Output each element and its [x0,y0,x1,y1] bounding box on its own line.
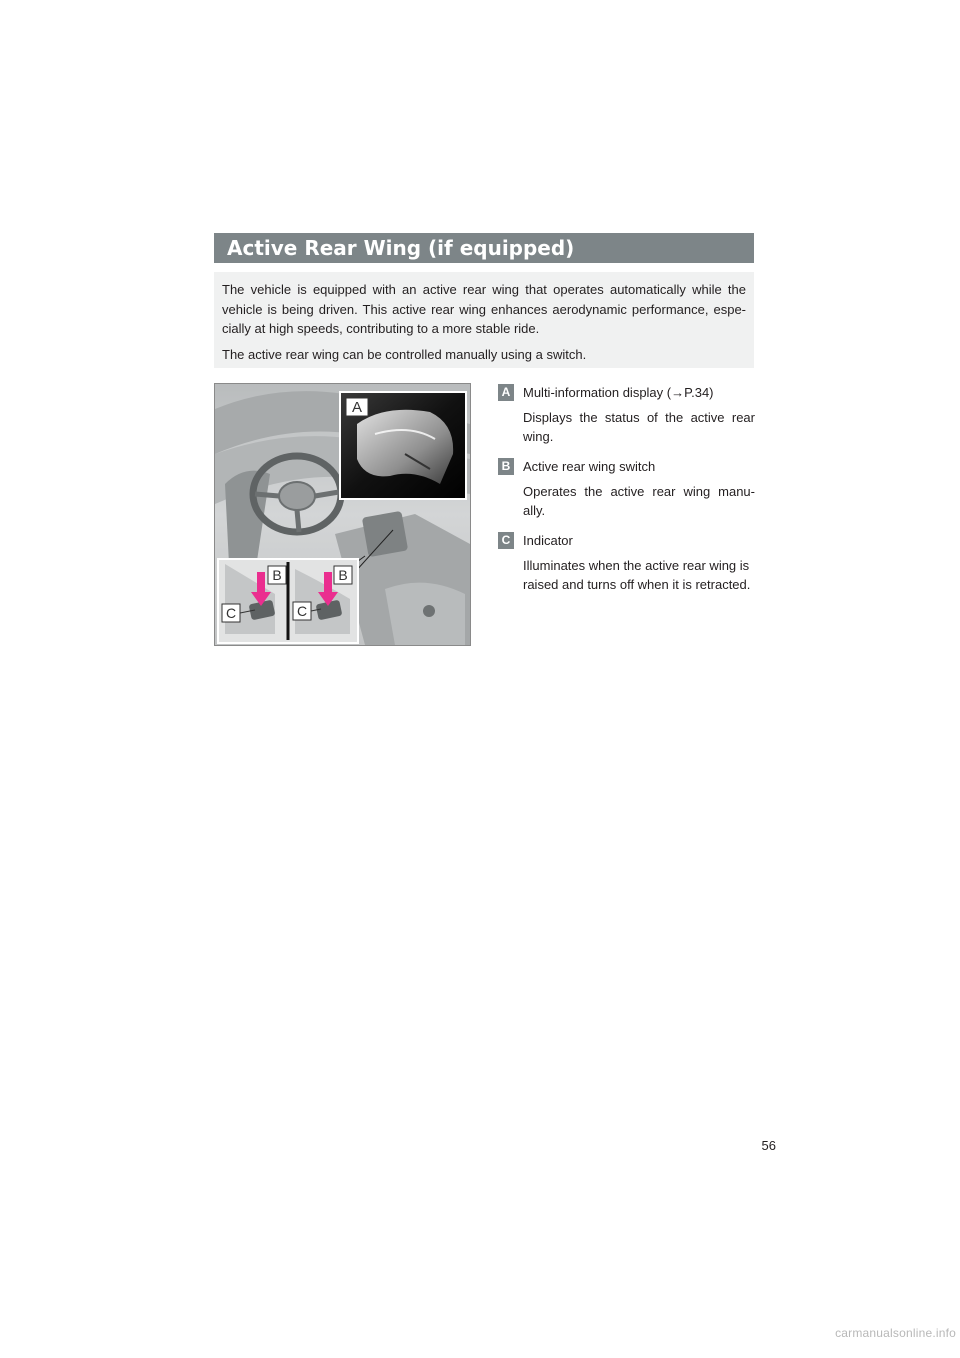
intro-paragraph: The vehicle is equipped with an active rear wing that operates automatically while the vehicle is being driven. This active rear wing enhances aerodynamic performance, espe- cially at high speeds, contributing to a more stable ride. [222,282,746,336]
cockpit-illustration [214,383,471,646]
callout-title: Multi-information display (→P.34) [523,385,714,400]
callout-item [498,384,755,458]
callout-list [498,384,755,594]
callout-description: Operates the active rear wing manu- ally. [523,484,755,518]
callout-item [498,458,755,532]
callout-item [498,532,755,594]
page-number: 56 [761,1138,776,1153]
callout-badge: A [498,384,514,401]
callout-description: Illuminates when the active rear wing is raised and turns off when it is retracted. [523,558,751,592]
section-title: Active Rear Wing (if equipped) [227,236,575,260]
callout-title: Active rear wing switch [523,459,656,474]
figure-label-b: B [338,567,348,583]
callout-badge: C [498,532,514,549]
callout-description: Displays the status of the active rear wing. [523,410,755,444]
figure-label-c: C [225,605,237,621]
figure-label-b: B [272,567,282,583]
figure-label-c: C [296,603,308,619]
section-header [214,233,754,263]
intro-paragraph: The active rear wing can be controlled manually using a switch. [222,346,587,362]
intro-box [214,272,754,368]
figure-label-a: A [351,399,363,416]
callout-title: Indicator [523,533,573,548]
watermark: carmanualsonline.info [835,1326,956,1340]
callout-badge: B [498,458,514,475]
